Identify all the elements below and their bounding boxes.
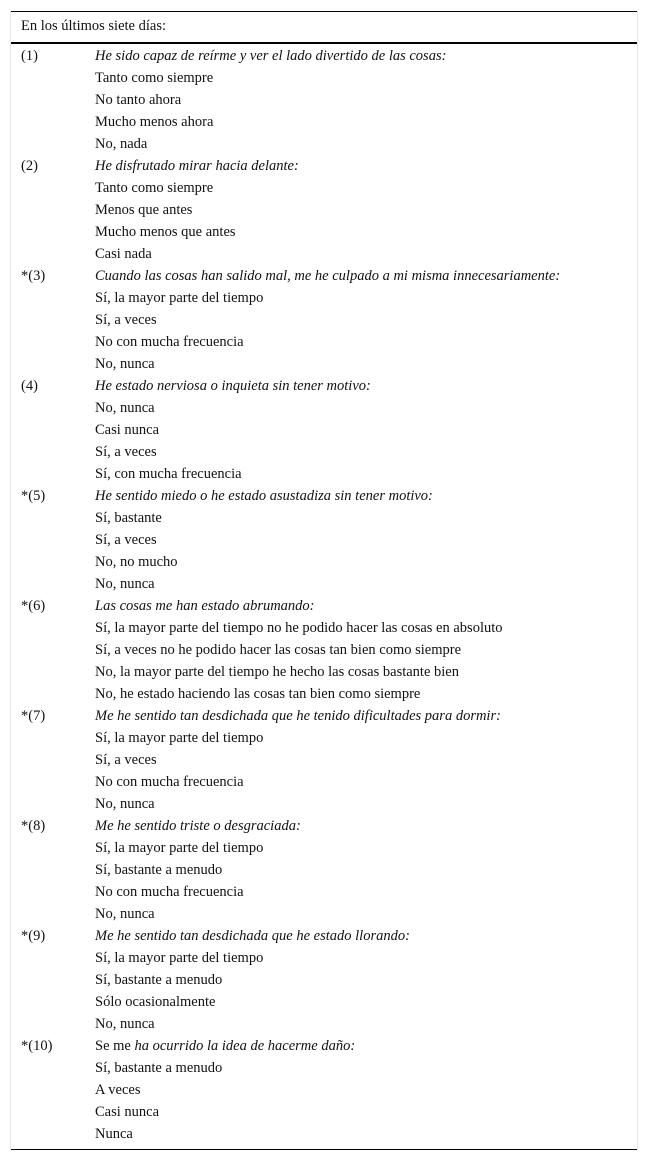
answer-option: Sí, bastante a menudo [95, 972, 223, 988]
table-body [11, 45, 637, 1145]
answer-row [11, 1101, 637, 1123]
answer-row [11, 111, 637, 133]
answer-row [11, 287, 637, 309]
question-row [11, 485, 637, 507]
table-top-rule [11, 11, 637, 12]
answer-option: Mucho menos ahora [95, 114, 214, 130]
answer-option: No con mucha frecuencia [95, 884, 244, 900]
question-row [11, 45, 637, 67]
question-italic: He disfrutado mirar hacia delante: [95, 158, 299, 174]
question-text [95, 925, 410, 947]
answer-option: Sí, la mayor parte del tiempo [95, 730, 264, 746]
answer-row [11, 617, 637, 639]
answer-option: Sí, a veces [95, 532, 157, 548]
answer-option: No, la mayor parte del tiempo he hecho las cosas bastante bien [95, 664, 459, 680]
item-number: *(3) [21, 268, 46, 284]
item-number: *(9) [21, 928, 46, 944]
answer-option: Sí, la mayor parte del tiempo [95, 290, 264, 306]
question-row [11, 815, 637, 837]
question-row [11, 925, 637, 947]
answer-option: No, nunca [95, 1016, 155, 1032]
question-row [11, 155, 637, 177]
table-header-rule [11, 42, 637, 44]
answer-option: No con mucha frecuencia [95, 774, 244, 790]
answer-row [11, 177, 637, 199]
answer-option: Sí, a veces [95, 444, 157, 460]
answer-row [11, 507, 637, 529]
question-row [11, 1035, 637, 1057]
item-number: *(8) [21, 818, 46, 834]
answer-row [11, 661, 637, 683]
answer-row [11, 1057, 637, 1079]
answer-option: Sí, bastante a menudo [95, 1060, 223, 1076]
answer-row [11, 551, 637, 573]
question-prefix: Se me [95, 1038, 135, 1054]
question-text [95, 45, 446, 67]
question-italic: He sido capaz de reírme y ver el lado divertido de las cosas: [95, 48, 447, 64]
question-row [11, 375, 637, 397]
answer-option: Menos que antes [95, 202, 193, 218]
answer-row [11, 89, 637, 111]
answer-row [11, 331, 637, 353]
answer-row [11, 573, 637, 595]
answer-row [11, 881, 637, 903]
answer-option: Sí, con mucha frecuencia [95, 466, 242, 482]
question-text [95, 375, 371, 397]
answer-row [11, 771, 637, 793]
question-italic: Me he sentido tan desdichada que he estado llorando: [95, 928, 410, 944]
item-number: *(7) [21, 708, 46, 724]
answer-option: Casi nada [95, 246, 152, 262]
answer-option: No con mucha frecuencia [95, 334, 244, 350]
table-header: En los últimos siete días: [21, 18, 166, 34]
answer-row [11, 969, 637, 991]
answer-row [11, 1079, 637, 1101]
question-row [11, 265, 637, 287]
answer-row [11, 199, 637, 221]
answer-row [11, 463, 637, 485]
answer-row [11, 529, 637, 551]
item-number: (1) [21, 48, 38, 64]
answer-option: No, nunca [95, 576, 155, 592]
answer-option: Sí, la mayor parte del tiempo no he podido hacer las cosas en absoluto [95, 620, 503, 636]
answer-row [11, 859, 637, 881]
answer-row [11, 441, 637, 463]
question-italic: He estado nerviosa o inquieta sin tener motivo: [95, 378, 371, 394]
question-italic: Las cosas me han estado abrumando: [95, 598, 315, 614]
question-italic: Me he sentido triste o desgraciada: [95, 818, 301, 834]
question-text [95, 265, 560, 287]
answer-row [11, 837, 637, 859]
answer-option: No, nunca [95, 796, 155, 812]
answer-row [11, 221, 637, 243]
question-text [95, 705, 501, 727]
answer-row [11, 1123, 637, 1145]
answer-option: Sólo ocasionalmente [95, 994, 216, 1010]
answer-row [11, 793, 637, 815]
answer-row [11, 309, 637, 331]
answer-option: Nunca [95, 1126, 133, 1142]
answer-row [11, 1013, 637, 1035]
question-text [95, 485, 433, 507]
table-bottom-rule [11, 1149, 637, 1150]
answer-row [11, 639, 637, 661]
answer-option: No tanto ahora [95, 92, 182, 108]
question-text [95, 155, 299, 177]
answer-option: No, nunca [95, 356, 155, 372]
answer-row [11, 133, 637, 155]
answer-option: No, nada [95, 136, 148, 152]
answer-row [11, 419, 637, 441]
answer-option: Sí, la mayor parte del tiempo [95, 950, 264, 966]
answer-option: Sí, la mayor parte del tiempo [95, 840, 264, 856]
answer-option: Sí, bastante [95, 510, 162, 526]
question-text [95, 1035, 355, 1057]
question-italic: ha ocurrido la idea de hacerme daño: [134, 1038, 356, 1054]
answer-option: Sí, a veces [95, 312, 157, 328]
answer-row [11, 243, 637, 265]
answer-option: No, no mucho [95, 554, 178, 570]
question-italic: Me he sentido tan desdichada que he tenido dificultades para dormir: [95, 708, 501, 724]
item-number: *(10) [21, 1038, 53, 1054]
answer-option: No, he estado haciendo las cosas tan bien como siempre [95, 686, 421, 702]
answer-option: Casi nunca [95, 1104, 160, 1120]
answer-option: No, nunca [95, 906, 155, 922]
question-text [95, 815, 301, 837]
answer-row [11, 727, 637, 749]
answer-option: Tanto como siempre [95, 180, 214, 196]
answer-option: Casi nunca [95, 422, 160, 438]
question-italic: He sentido miedo o he estado asustadiza sin tener motivo: [95, 488, 433, 504]
answer-option: Sí, a veces no he podido hacer las cosas tan bien como siempre [95, 642, 462, 658]
answer-option: Mucho menos que antes [95, 224, 236, 240]
answer-row [11, 947, 637, 969]
answer-option: A veces [95, 1082, 141, 1098]
answer-row [11, 991, 637, 1013]
answer-row [11, 353, 637, 375]
item-number: *(6) [21, 598, 46, 614]
answer-row [11, 397, 637, 419]
question-text [95, 595, 315, 617]
answer-row [11, 67, 637, 89]
questionnaire-table [10, 11, 638, 1150]
item-number: *(5) [21, 488, 46, 504]
question-italic: Cuando las cosas han salido mal, me he culpado a mi misma innecesariamente: [95, 268, 561, 284]
answer-option: No, nunca [95, 400, 155, 416]
answer-option: Sí, a veces [95, 752, 157, 768]
answer-option: Sí, bastante a menudo [95, 862, 223, 878]
question-row [11, 705, 637, 727]
answer-row [11, 903, 637, 925]
answer-row [11, 749, 637, 771]
question-row [11, 595, 637, 617]
answer-row [11, 683, 637, 705]
item-number: (4) [21, 378, 38, 394]
answer-option: Tanto como siempre [95, 70, 214, 86]
item-number: (2) [21, 158, 38, 174]
